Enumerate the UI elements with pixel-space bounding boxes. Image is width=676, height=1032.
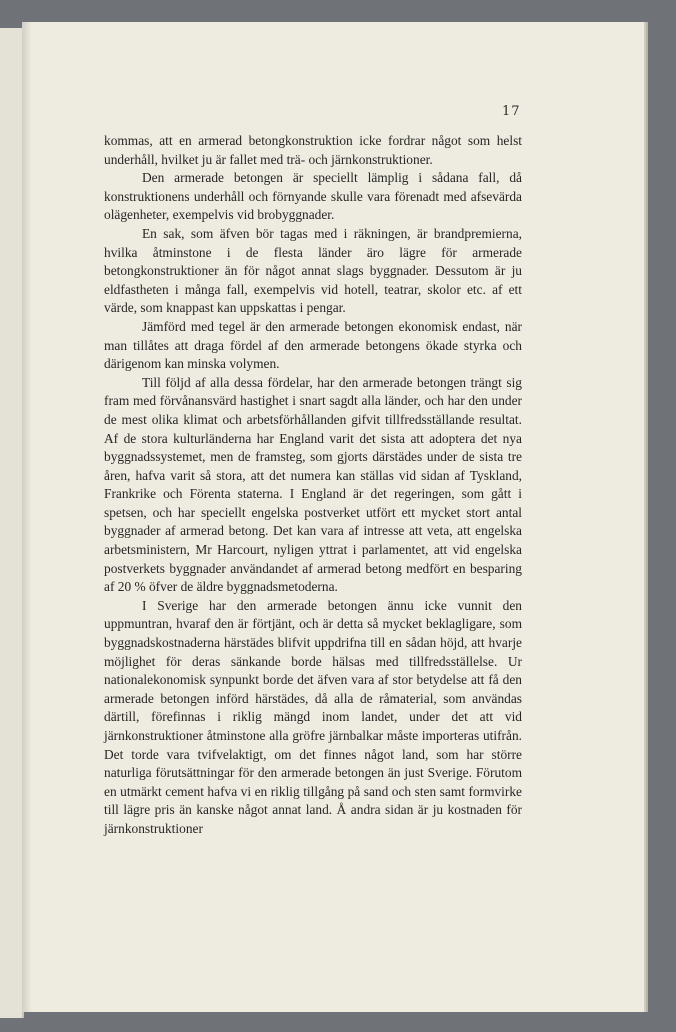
facing-page-edge	[0, 28, 24, 1018]
book-page	[22, 22, 644, 1012]
paragraph: Jämförd med tegel är den armerade betongen ekonomisk endast, när man tillåtes att draga fördel af den armerade betongens ökade styrka och därigenom kan minska volymen.	[104, 318, 522, 372]
page-number: 17	[502, 104, 521, 119]
paragraph: En sak, som äfven bör tagas med i räkningen, är brandpremierna, hvilka åtminstone i de flesta länder äro lägre för armerade betongkonstruktioner än för något annat slags byggnader. Dessutom är ju eldfastheten i många fall, exempelvis vid hotell, teatrar, skolor etc. af ett värde, som knappast kan uppskattas i pengar.	[104, 225, 522, 316]
paragraph: Den armerade betongen är speciellt lämplig i sådana fall, då konstruktionens underhåll och förnyande skulle vara förenadt med afsevärda olägenheter, exempelvis vid brobyggnader.	[104, 170, 522, 223]
paragraph: Till följd af alla dessa fördelar, har den armerade betongen trängt sig fram med förvånansvärd hastighet i snart sagdt alla länder, och har den under de mest olika klimat och arbetsförhållanden gifvit tillfredsställande resultat. Af de stora kulturländerna har England varit det sista att adoptera det nya byggnadssystemet, men de framsteg, som gjorts därstädes under de sista tre åren, hafva varit så stora, att det numera kan ställas vid sidan af Tyskland, Frankrike och Förenta staterna. I England är det regeringen, som gått i spetsen, och har speciellt engelska postverket utfört ett mycket stort antal byggnader af armerad betong. Det kan vara af intresse att veta, att engelska arbetsministern, Mr Harcourt, nyligen yttrat i parlamentet, att vid engelska postverkets byggnader användandet af armerad betong medfört en besparing af 20 % öfver de äldre byggnadsmetoderna.	[104, 374, 522, 595]
body-text	[104, 132, 522, 839]
paragraph: I Sverige har den armerade betongen ännu icke vunnit den uppmuntran, hvaraf den är förtjänt, och är detta så mycket beklagligare, som byggnadskostnaderna härstädes blifvit uppdrifna till en sådan höjd, att hvarje möjlighet för deras sänkande borde hälsas med tillfredsställelse. Ur nationalekonomisk synpunkt borde det äfven vara af stor betydelse att få den armerade betongen införd härstädes, då alla de råmaterial, som användas därtill, förefinnas i riklig mängd inom landet, under det att vid järnkonstruktioner åtminstone alla gröfre järnbalkar måste importeras utifrån. Det torde vara tvifvelaktigt, om det finnes något land, som har större naturliga förutsättningar för den armerade betongen än just Sverige. Förutom en utmärkt cement hafva vi en riklig tillgång på sand och sten samt formvirke till lägre pris än kanske något annat land. Å andra sidan är ju kostnaden för järnkonstruktioner	[104, 597, 522, 836]
paragraph: kommas, att en armerad betongkonstruktion icke fordrar något som helst underhåll, hvilket ju är fallet med trä- och järnkonstruktioner.	[104, 133, 522, 167]
